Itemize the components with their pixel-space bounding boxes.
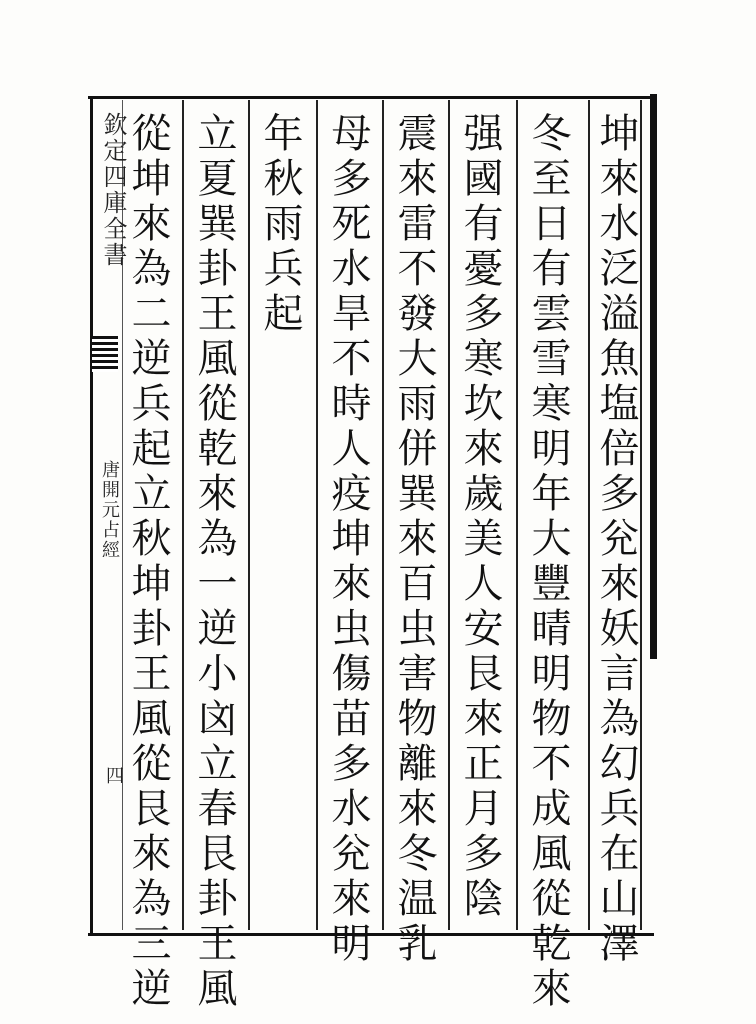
column-rule [248, 100, 250, 930]
text-segment: 立秋坤卦王風從艮來為三逆 [125, 472, 171, 1012]
text-segment: 風從乾來 [525, 832, 571, 1012]
frame-right-inner-rule [640, 100, 642, 930]
column-rule [182, 100, 184, 930]
text-column-1 [593, 112, 639, 967]
text-segment: 兊來明 [325, 832, 371, 967]
text-segment: 立春艮卦王風 [191, 742, 237, 1012]
fish-tail-mark [92, 336, 118, 372]
text-segment: 坎來歲美人安 [457, 382, 503, 652]
frame-right-border [650, 94, 657, 659]
text-column-6 [257, 112, 303, 337]
frame-left-border [90, 96, 93, 933]
text-segment: 兊來妖言為幻兵在山澤 [593, 517, 639, 967]
text-segment: 離來冬温乳 [391, 742, 437, 967]
text-segment: 從坤來為二逆兵起 [125, 112, 171, 472]
text-column-8 [125, 112, 171, 1012]
text-segment: 坤來虫傷苗多水 [325, 517, 371, 832]
text-segment: 艮來正月多陰 [457, 652, 503, 922]
text-segment: 巽來百虫害物 [391, 472, 437, 742]
text-column-3 [457, 112, 503, 922]
text-column-5 [325, 112, 371, 967]
column-rule [588, 100, 590, 930]
text-segment: 母多死水旱不時人疫 [325, 112, 371, 517]
text-segment: 震來雷不發大雨併 [391, 112, 437, 472]
column-rule [448, 100, 450, 930]
text-segment: 立夏巽卦王風從乾來為一逆小㓙 [191, 112, 237, 742]
book-title-text: 欽定四庫全書 [99, 112, 127, 268]
text-segment: 冬至日有雲雪寒明年大豐晴明物不成 [525, 112, 571, 832]
column-rule [316, 100, 318, 930]
chapter-title: 唐開元占經 [99, 460, 120, 560]
text-segment: 强國有憂多寒 [457, 112, 503, 382]
text-column-2 [525, 112, 571, 1012]
page-number: 四 [103, 766, 124, 784]
column-rule [382, 100, 384, 930]
column-rule [516, 100, 518, 930]
text-column-7 [191, 112, 237, 1012]
text-column-4 [391, 112, 437, 967]
text-segment: 坤來水泛溢魚塩倍多 [593, 112, 639, 517]
text-segment: 年秋雨兵起 [257, 112, 303, 337]
